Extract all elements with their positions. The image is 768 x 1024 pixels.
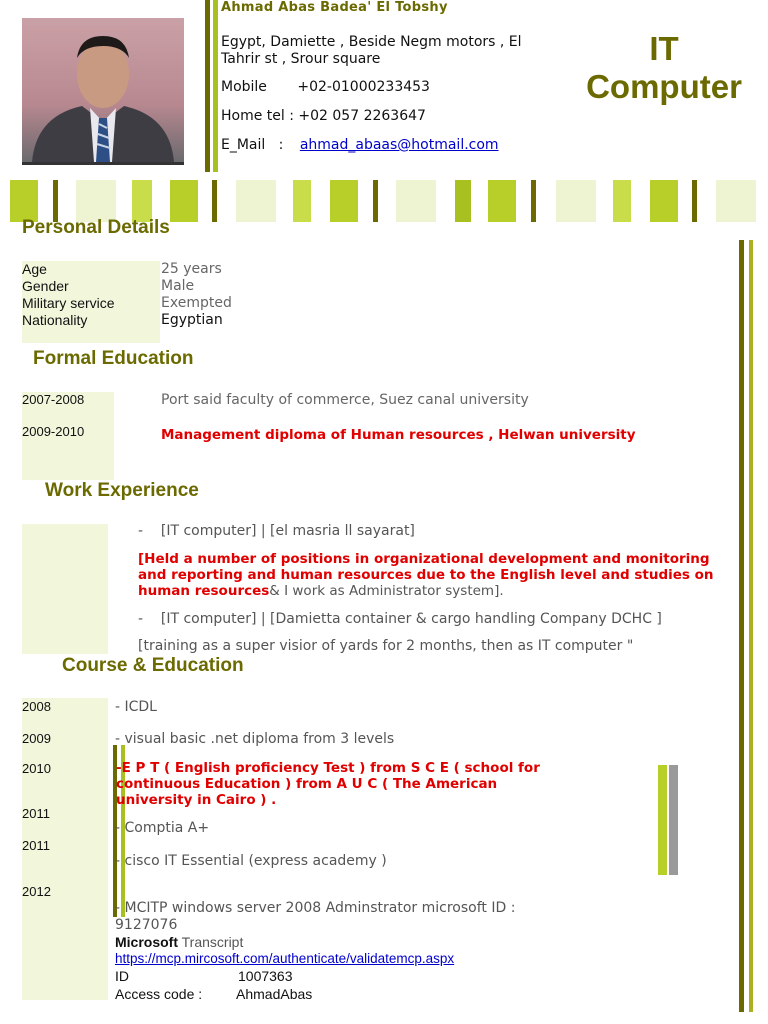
email-label: E_Mail : [221,137,284,153]
education-year-1: 2007-2008 [22,392,85,407]
course-year-2009: 2009 [22,731,51,746]
mcp-validate-link[interactable]: https://mcp.mircosoft.com/authenticate/validatemcp.aspx [115,951,455,966]
course-year-2010: 2010 [22,761,51,776]
education-text-2: Management diploma of Human resources , Helwan university [161,427,636,443]
course-year-2008: 2008 [22,699,51,714]
course-education-heading: Course & Education [62,655,244,676]
age-value: 25 years [161,261,222,277]
access-code-label: Access code : [115,986,203,1002]
military-label: Military service [22,295,115,311]
right-border-bar-dark [739,240,744,1012]
job-title [578,30,750,106]
home-label: Home tel : [221,108,294,124]
formal-education-heading: Formal Education [33,348,194,369]
course-ept: -E P T ( English proficiency Test ) from S C E ( school for continuous Education ) from A U C ( The American university in Cairo ) . [116,760,540,808]
personal-labels [22,261,115,329]
right-border-bar-light [749,240,753,1012]
personal-details-heading: Personal Details [22,217,170,238]
work-side-panel [22,524,108,654]
transcript-label: Transcript [178,934,244,950]
work-item-1-desc-rest: & I work as Administrator system]. [269,583,504,599]
microsoft-bold: Microsoft [115,934,178,950]
side-accent-bar-gray [669,765,678,875]
education-year-2: 2009-2010 [22,424,85,439]
job-title-line1: IT [649,30,679,67]
age-label: Age [22,261,47,277]
work-item-2-desc: [training as a super visior of yards for 2 months, then as IT computer " [138,638,634,654]
profile-photo [22,18,184,165]
work-item-1: - [IT computer] | [el masria ll sayarat] [138,523,415,539]
course-icdl: - ICDL [115,699,157,715]
course-year-2011b: 2011 [22,838,50,853]
course-comptia: - Comptia A+ [115,820,210,836]
email-link[interactable]: ahmad_abaas@hotmail.com [299,137,499,153]
nationality-value: Egyptian [161,312,223,328]
microsoft-transcript [115,934,243,950]
course-mcitp: - MCITP windows server 2008 Adminstrator microsoft ID : 9127076 [115,900,516,933]
address: Egypt, Damiette , Beside Negm motors , El Tahrir st , Srour square [221,34,522,67]
header-divider-bar-light [213,0,218,172]
mcp-id-label: ID [115,968,129,984]
email-row [221,137,499,153]
side-accent-bar-green [658,765,667,875]
job-title-line2: Computer [586,68,742,105]
work-item-2: - [IT computer] | [Damietta container & cargo handling Company DCHC ] [138,611,662,627]
course-vb: - visual basic .net diploma from 3 levels [115,731,395,747]
mobile-label: Mobile [221,79,267,95]
header-divider-bar-dark [205,0,210,172]
gender-value: Male [161,278,195,294]
course-year-2012: 2012 [22,884,51,899]
course-year-2011a: 2011 [22,806,50,821]
military-value: Exempted [161,295,232,311]
nationality-label: Nationality [22,312,88,328]
gender-label: Gender [22,278,69,294]
personal-values [161,261,232,329]
home-number: +02 057 2263647 [298,108,426,124]
work-experience-heading: Work Experience [45,480,199,501]
mobile-row [221,79,430,95]
work-item-1-desc-highlight: [Held a number of positions in organizational development and monitoring and reporting and human resources due to the English level and studies on human resources [138,551,714,599]
applicant-name: Ahmad Abas Badea' El Tobshy [221,0,448,15]
home-row [221,108,426,124]
mcp-id-value: 1007363 [238,968,293,984]
education-text-1: Port said faculty of commerce, Suez canal university [161,392,529,408]
access-code-value: AhmadAbas [236,986,313,1002]
person-silhouette-icon [22,18,184,162]
work-item-1-desc [138,551,723,599]
course-cisco: - cisco IT Essential (express academy ) [115,853,387,869]
mobile-number: +02-01000233453 [297,79,430,95]
